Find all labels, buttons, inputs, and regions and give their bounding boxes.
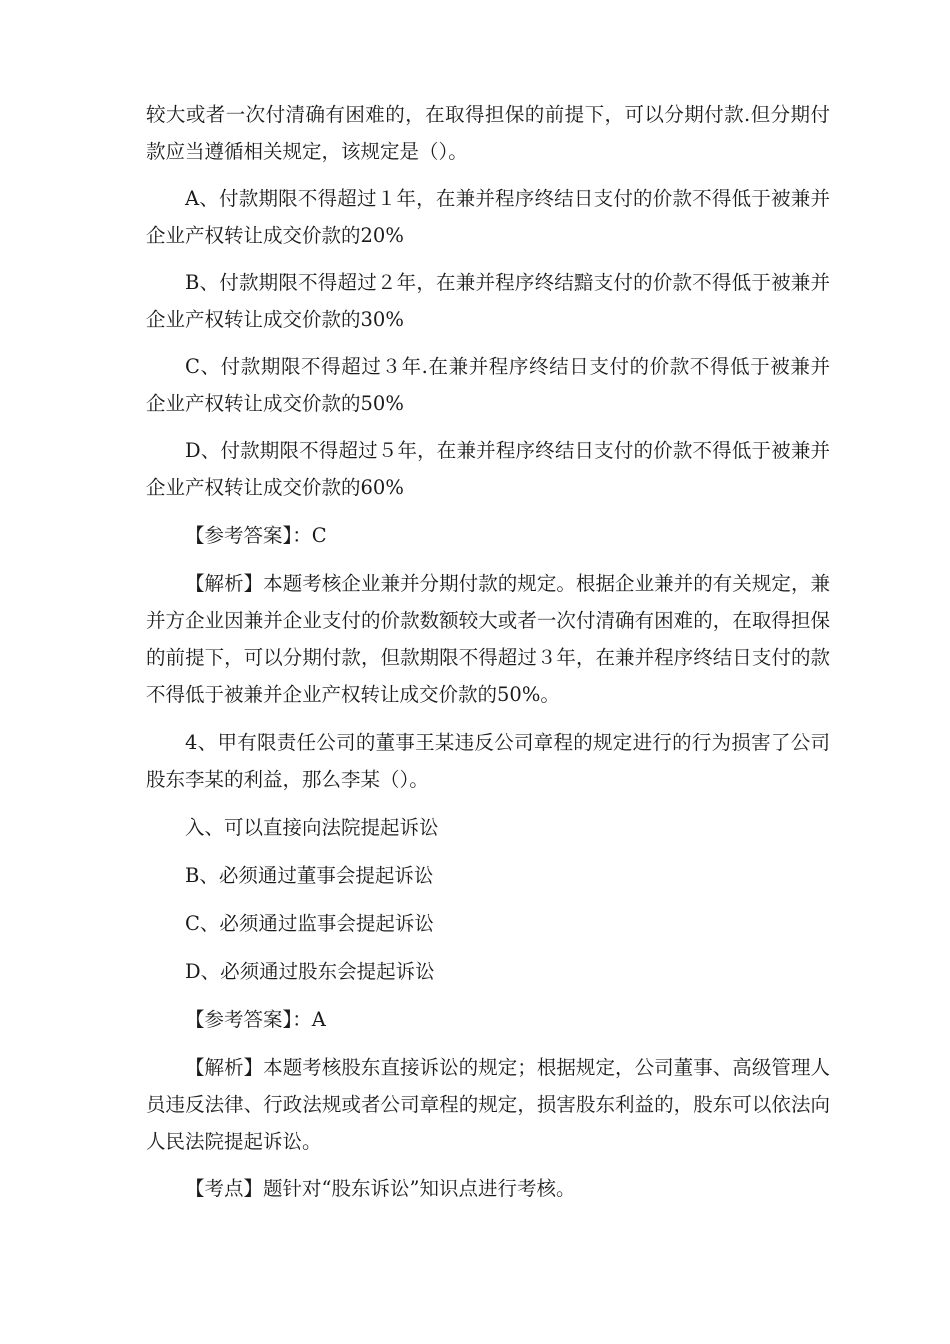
q4-option-b: B、必须通过董事会提起诉讼 [185, 864, 434, 887]
q4-keypoint: 【考点】题针对“股东诉讼”知识点进行考核。 [185, 1177, 576, 1200]
q3-option-b: B、付款期限不得超过２年，在兼并程序终结黯支付的价款不得低于被兼并企业产权转让成交价款的30% [146, 271, 830, 331]
q3-stem-continued: 较大或者一次付清确有困难的，在取得担保的前提下，可以分期付款.但分期付款应当遵循相关规定，该规定是（）。 [146, 103, 830, 163]
q3-option-d: D、付款期限不得超过５年，在兼并程序终结日支付的价款不得低于被兼并企业产权转让成交价款的60% [146, 439, 830, 499]
q4-analysis: 【解析】本题考核股东直接诉讼的规定；根据规定，公司董事、高级管理人员违反法律、行政法规或者公司章程的规定，损害股东利益的，股东可以依法向人民法院提起诉讼。 [146, 1056, 830, 1153]
q3-answer: 【参考答案】：C [185, 524, 327, 547]
q3-option-a: A、付款期限不得超过１年，在兼并程序终结日支付的价款不得低于被兼并企业产权转让成交价款的20% [146, 187, 830, 247]
document-page [146, 96, 830, 1207]
q3-analysis: 【解析】本题考核企业兼并分期付款的规定。根据企业兼并的有关规定，兼并方企业因兼并企业支付的价款数额较大或者一次付清确有困难的，在取得担保的前提下，可以分期付款，但款期限不得超过３年，在兼并程序终结日支付的款不得低于被兼并企业产权转让成交价款的50%。 [146, 572, 830, 706]
q4-stem: 4、甲有限责任公司的董事王某违反公司章程的规定进行的行为损害了公司股东李某的利益，那么李某（）。 [146, 731, 830, 791]
q4-option-c: C、必须通过监事会提起诉讼 [185, 912, 434, 935]
q4-answer: 【参考答案】：A [185, 1008, 326, 1031]
q3-option-c: C、付款期限不得超过３年.在兼并程序终结日支付的价款不得低于被兼并企业产权转让成交价款的50% [146, 355, 830, 415]
q4-option-d: D、必须通过股东会提起诉讼 [185, 960, 435, 983]
q4-option-a: 入、可以直接向法院提起诉讼 [185, 816, 439, 839]
